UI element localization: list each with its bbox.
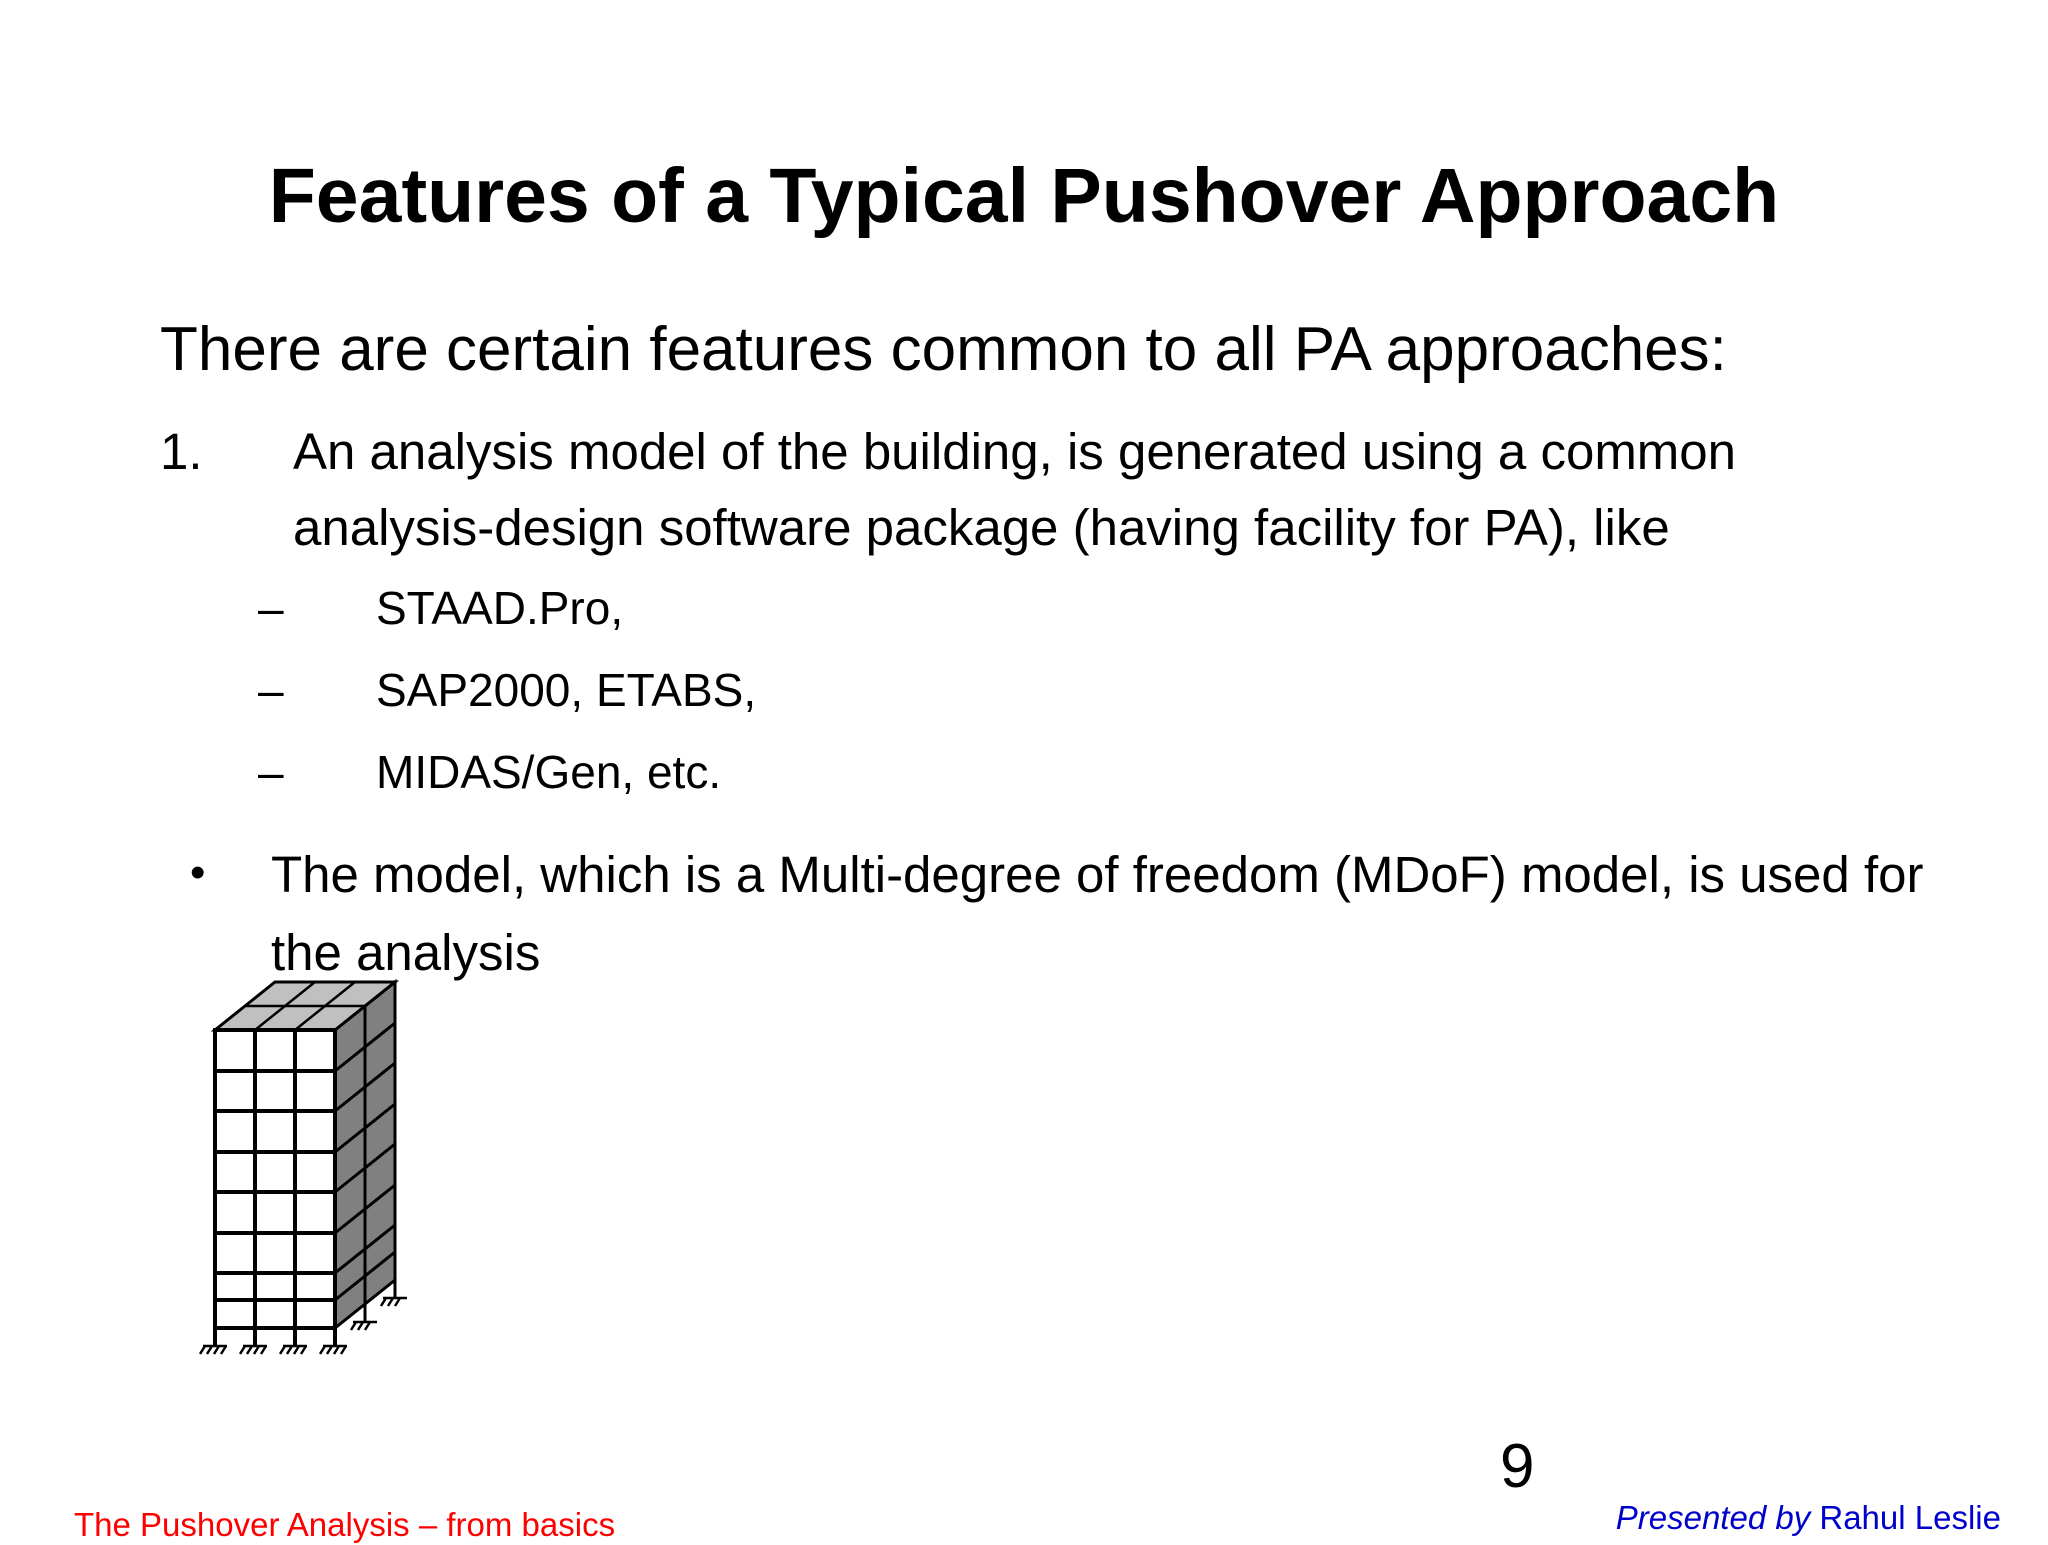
footer-presenter — [1616, 1498, 2001, 1538]
item-text: An analysis model of the building, is generated using a common analysis-design software package (having facility for PA), like — [293, 423, 1737, 556]
sub-item-text: STAAD.Pro, — [376, 582, 624, 634]
sub-item-marker: – — [258, 582, 284, 634]
sub-item-text: MIDAS/Gen, etc. — [376, 746, 722, 798]
slide-title: Features of a Typical Pushover Approach — [268, 153, 1780, 239]
sub-item-marker: – — [258, 746, 284, 798]
frame-front-face — [215, 1030, 335, 1328]
intro-text: There are certain features common to all PA approaches: — [160, 315, 1727, 384]
bullet-marker: • — [190, 848, 206, 897]
presenter-prefix: Presented by — [1615, 1499, 1811, 1536]
page-number: 9 — [1500, 1432, 1535, 1501]
presenter-name: Rahul Leslie — [1819, 1499, 2001, 1536]
sub-item-text: SAP2000, ETABS, — [376, 664, 757, 716]
sub-item-marker: – — [258, 664, 284, 716]
footer-title: The Pushover Analysis – from basics — [74, 1506, 616, 1543]
bullet-text: The model, which is a Multi-degree of freedom (MDoF) model, is used for the analysis — [271, 846, 1924, 981]
item-number: 1. — [160, 423, 203, 480]
building-frame-icon — [190, 970, 430, 1360]
